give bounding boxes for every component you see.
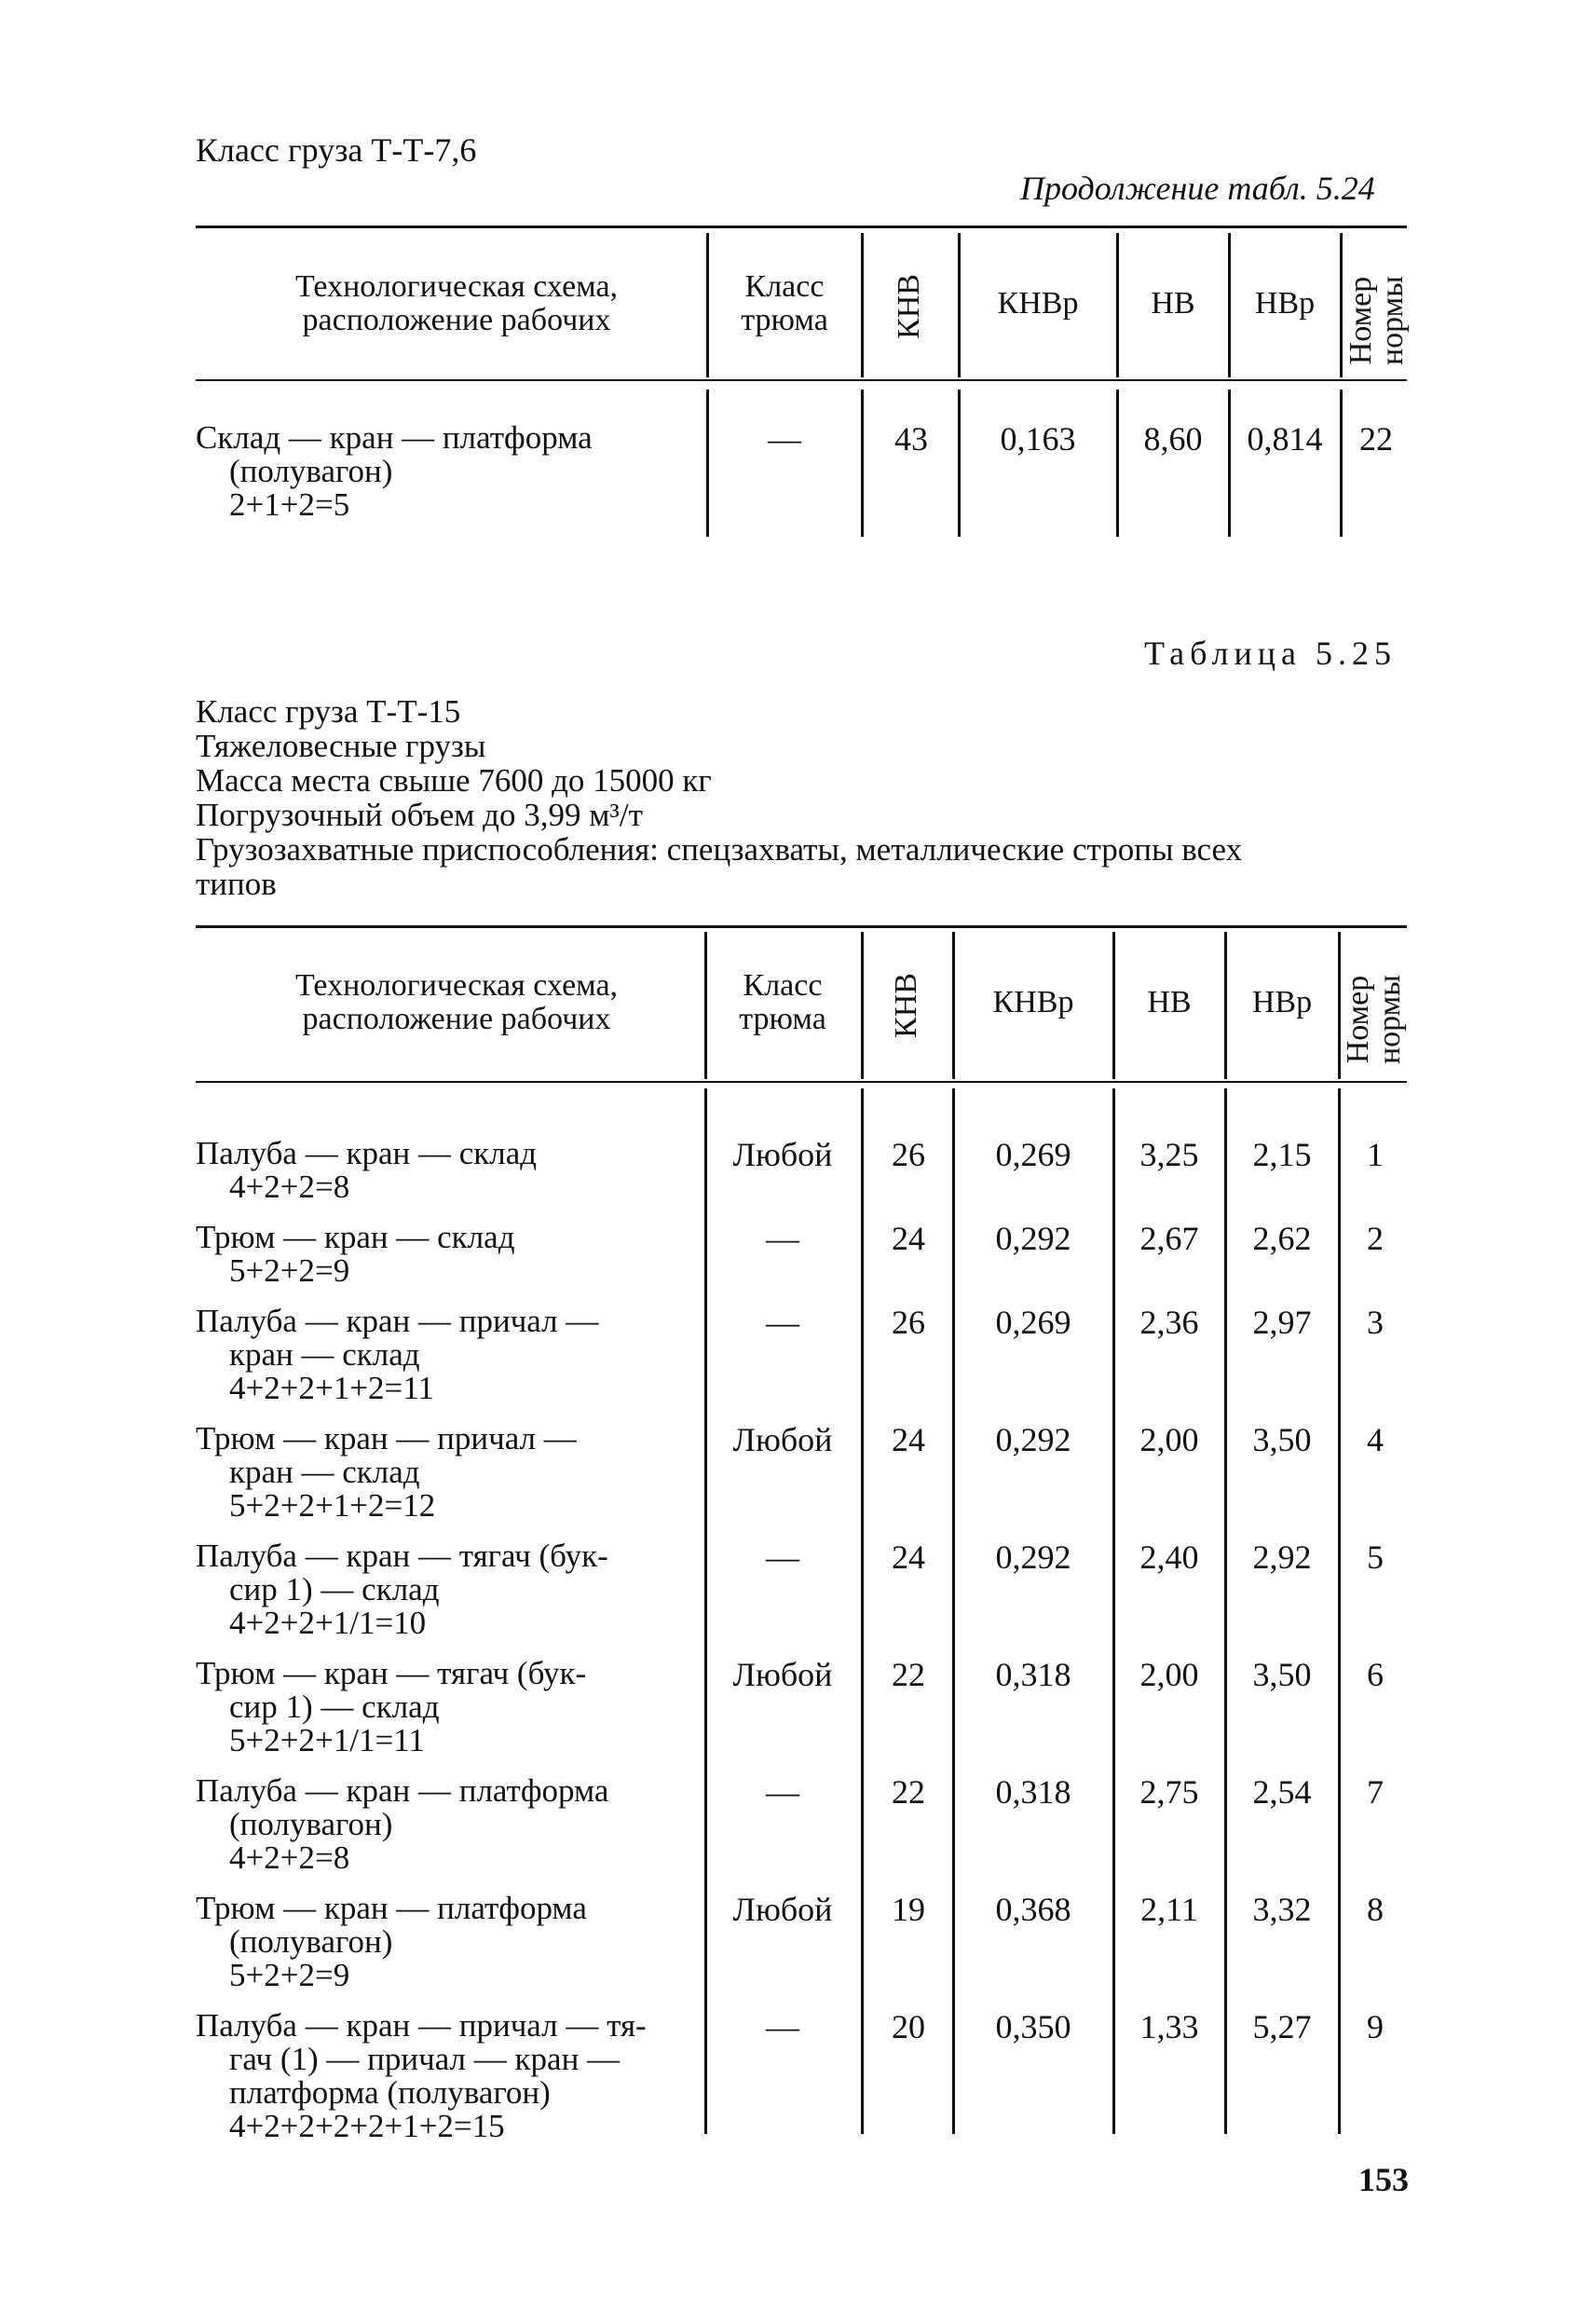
knvr-cell: 0,269 (995, 1304, 1071, 1341)
knv-cell: 26 (892, 1304, 925, 1341)
norm-cell: 2 (1367, 1220, 1384, 1257)
table-row (196, 2009, 647, 2143)
knv-cell: 24 (892, 1421, 925, 1458)
continuation-label: Продолжение табл. 5.24 (1020, 170, 1375, 207)
header-hold-line: трюма (741, 303, 828, 337)
scheme-line: Палуба — кран — тягач (бук- (196, 1538, 608, 1574)
scheme-line: Трюм — кран — причал — (196, 1420, 577, 1456)
scheme-line: Трюм — кран — склад (196, 1219, 515, 1255)
norm-cell: 5 (1367, 1538, 1384, 1576)
header-hold-class (708, 969, 857, 1036)
nvr-cell: 2,54 (1252, 1773, 1312, 1811)
header-scheme-line: Технологическая схема, (294, 269, 619, 304)
scheme-line: Палуба — кран — платформа (196, 1772, 609, 1809)
nvr-cell: 2,62 (1252, 1220, 1312, 1257)
hold-class-cell: Любой (732, 1891, 833, 1928)
header-nvr: НВр (1251, 985, 1313, 1019)
nv-cell: 2,00 (1139, 1421, 1199, 1458)
col-divider (704, 932, 707, 1079)
knvr-cell: 0,292 (995, 1421, 1071, 1458)
scheme-line: кран — склад (229, 1336, 420, 1373)
col-divider (1340, 233, 1343, 377)
norm-cell: 3 (1367, 1304, 1384, 1341)
scheme-line: сир 1) — склад (229, 1689, 440, 1725)
col-divider (1224, 1088, 1227, 2134)
col-divider (1112, 932, 1115, 1079)
norm-cell: 8 (1367, 1891, 1384, 1928)
scheme-line: сир 1) — склад (229, 1571, 440, 1607)
scheme-formula: 2+1+2=5 (229, 486, 350, 523)
hold-class-cell: — (766, 1538, 799, 1576)
scheme-formula: 4+2+2=8 (229, 1169, 350, 1205)
table-row (196, 1657, 586, 1757)
col-divider (952, 932, 955, 1079)
header-norm-number (1345, 260, 1409, 381)
scheme-line: (полувагон) (229, 453, 393, 489)
knv-cell: 19 (892, 1891, 925, 1928)
info-line: Погрузочный объем до 3,99 м³/т (196, 797, 643, 833)
page-number: 153 (1358, 2161, 1409, 2198)
hold-class-cell: — (766, 1304, 799, 1341)
nv-cell: 2,36 (1139, 1304, 1199, 1341)
table-row (196, 1221, 515, 1288)
knvr-cell: 0,292 (995, 1220, 1071, 1257)
header-scheme-line: Технологическая схема, (294, 968, 619, 1003)
col-divider (861, 390, 864, 537)
knvr-cell: 0,269 (995, 1136, 1071, 1173)
knv-cell: 24 (892, 1538, 925, 1576)
scheme-line: Палуба — кран — причал — (196, 1303, 599, 1339)
hold-class-cell: — (766, 1773, 799, 1811)
scheme-line: платформа (полувагон) (229, 2074, 551, 2111)
norm-cell: 7 (1367, 1773, 1384, 1811)
header-hold-line: трюма (739, 1002, 826, 1036)
info-line: Масса места свыше 7600 до 15000 кг (196, 762, 712, 799)
norm-cell: 22 (1359, 420, 1393, 458)
col-divider (706, 233, 709, 377)
col-divider (1228, 233, 1231, 377)
hold-class-cell: — (768, 420, 801, 458)
norm-cell: 6 (1367, 1656, 1384, 1693)
table-row (196, 1774, 608, 1875)
table-top-rule (196, 925, 1407, 928)
scheme-line: (полувагон) (229, 1806, 393, 1842)
nv-cell: 8,60 (1143, 420, 1203, 458)
scheme-line: Палуба — кран — причал — тя- (196, 2007, 647, 2044)
norm-cell: 1 (1367, 1136, 1384, 1173)
knvr-cell: 0,350 (995, 2008, 1071, 2045)
header-norm-line: Номер (1344, 276, 1378, 365)
hold-class-cell: — (766, 1220, 799, 1257)
info-line: Грузозахватные приспособления: спецзахваты, металлические стропы всех (196, 831, 1243, 868)
header-knvr: КНВр (997, 286, 1079, 321)
header-scheme (214, 270, 699, 337)
nvr-cell: 3,50 (1252, 1656, 1312, 1693)
scheme-formula: 4+2+2+1/1=10 (229, 1605, 427, 1641)
knvr-cell: 0,292 (995, 1538, 1071, 1576)
header-hold-line: Класс (743, 968, 823, 1003)
table-row (196, 1305, 598, 1405)
scheme-formula: 4+2+2=8 (229, 1839, 350, 1876)
header-nv: НВ (1147, 985, 1192, 1019)
scheme-line: гач (1) — причал — кран — (229, 2041, 621, 2077)
hold-class-cell: Любой (732, 1136, 833, 1173)
table-top-rule (196, 226, 1407, 228)
header-nv: НВ (1151, 286, 1195, 321)
nvr-cell: 3,50 (1252, 1421, 1312, 1458)
col-divider (952, 1088, 955, 2134)
hold-class-cell: — (766, 2008, 799, 2045)
knv-cell: 26 (892, 1136, 925, 1173)
cargo-class-heading: Класс груза Т-Т-7,6 (196, 131, 477, 169)
scheme-line: Склад — кран — платформа (196, 419, 593, 456)
col-divider (1340, 390, 1343, 537)
hold-class-cell: Любой (732, 1421, 833, 1458)
table-header-rule (196, 379, 1407, 381)
nv-cell: 2,67 (1139, 1220, 1199, 1257)
table-header-rule (196, 1081, 1407, 1083)
col-divider (1224, 932, 1227, 1079)
norm-cell: 4 (1367, 1421, 1384, 1458)
header-nvr: НВр (1254, 286, 1316, 321)
knvr-cell: 0,368 (995, 1891, 1071, 1928)
nvr-cell: 3,32 (1252, 1891, 1312, 1928)
hold-class-cell: Любой (732, 1656, 833, 1693)
knvr-cell: 0,318 (995, 1773, 1071, 1811)
header-hold-class (710, 270, 859, 337)
scheme-line: (полувагон) (229, 1923, 393, 1960)
col-divider (1116, 233, 1119, 377)
header-hold-line: Класс (744, 269, 825, 304)
header-scheme-line: расположение рабочих (302, 1002, 611, 1036)
col-divider (1116, 390, 1119, 537)
nvr-cell: 0,814 (1247, 420, 1323, 458)
table-row (196, 1422, 577, 1523)
header-norm-line: Номер (1341, 975, 1375, 1064)
header-scheme (214, 969, 699, 1036)
knv-cell: 20 (892, 2008, 925, 2045)
header-knvr: КНВр (992, 985, 1074, 1019)
table-row (196, 421, 593, 522)
knv-cell: 22 (892, 1656, 925, 1693)
nvr-cell: 5,27 (1252, 2008, 1312, 2045)
knv-cell: 24 (892, 1220, 925, 1257)
nv-cell: 2,00 (1139, 1656, 1199, 1693)
scheme-formula: 5+2+2+1/1=11 (229, 1722, 425, 1758)
table-row (196, 1539, 608, 1640)
col-divider (861, 233, 864, 377)
col-divider (1112, 1088, 1115, 2134)
nv-cell: 2,40 (1139, 1538, 1199, 1576)
knv-cell: 22 (892, 1773, 925, 1811)
cargo-info (196, 694, 1407, 901)
nv-cell: 2,11 (1140, 1891, 1198, 1928)
col-divider (958, 233, 961, 377)
col-divider (861, 932, 864, 1079)
norm-cell: 9 (1367, 2008, 1384, 2045)
scheme-line: Трюм — кран — платформа (196, 1890, 587, 1926)
nvr-cell: 2,92 (1252, 1538, 1312, 1576)
scheme-line: Палуба — кран — склад (196, 1135, 538, 1171)
header-norm-line: нормы (1375, 275, 1410, 366)
scheme-line: Трюм — кран — тягач (бук- (196, 1655, 587, 1691)
header-norm-line: нормы (1372, 974, 1407, 1065)
col-divider (1228, 390, 1231, 537)
header-knv: КНВ (892, 274, 926, 339)
col-divider (706, 390, 709, 537)
knvr-cell: 0,163 (1000, 420, 1076, 458)
nv-cell: 1,33 (1139, 2008, 1199, 2045)
info-line: Класс груза Т-Т-15 (196, 693, 461, 730)
info-line: типов (196, 866, 277, 902)
col-divider (958, 390, 961, 537)
col-divider (861, 1088, 864, 2134)
scheme-formula: 5+2+2=9 (229, 1957, 350, 1993)
scheme-formula: 4+2+2+2+2+1+2=15 (229, 2108, 505, 2144)
scheme-formula: 5+2+2=9 (229, 1252, 350, 1289)
scheme-line: кран — склад (229, 1454, 420, 1490)
nvr-cell: 2,15 (1252, 1136, 1312, 1173)
header-knv: КНВ (889, 973, 923, 1038)
info-line: Тяжеловесные грузы (196, 728, 486, 764)
col-divider (1338, 1088, 1341, 2134)
nv-cell: 2,75 (1139, 1773, 1199, 1811)
knvr-cell: 0,318 (995, 1656, 1071, 1693)
table-title: Таблица 5.25 (1144, 635, 1397, 672)
nv-cell: 3,25 (1139, 1136, 1199, 1173)
table-row (196, 1892, 587, 1992)
nvr-cell: 2,97 (1252, 1304, 1312, 1341)
header-scheme-line: расположение рабочих (302, 303, 611, 337)
header-norm-number (1343, 959, 1406, 1080)
scheme-formula: 4+2+2+1+2=11 (229, 1370, 434, 1406)
col-divider (704, 1088, 707, 2134)
knv-cell: 43 (894, 420, 928, 458)
table-row (196, 1137, 537, 1204)
scheme-formula: 5+2+2+1+2=12 (229, 1487, 436, 1524)
